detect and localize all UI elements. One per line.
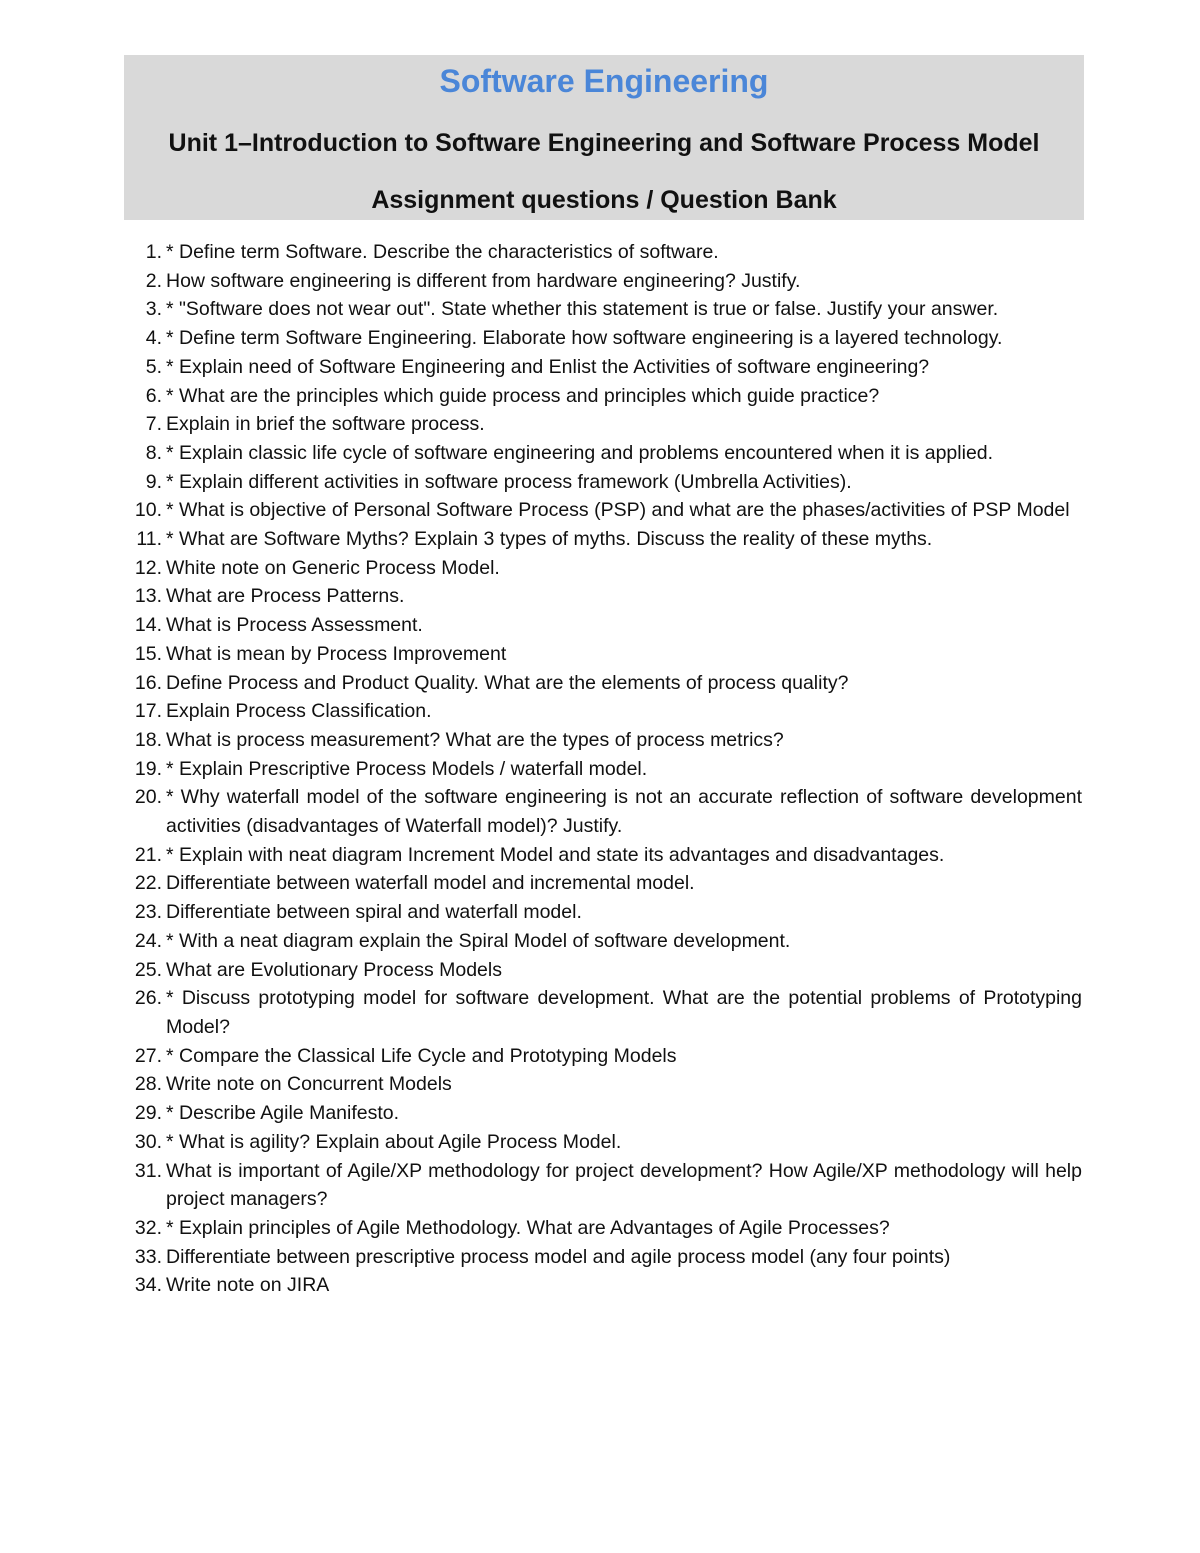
question-text: Differentiate between prescriptive process model and agile process model (any four points) [166,1245,951,1268]
question-number: 13. [134,585,162,608]
question-text: * Explain with neat diagram Increment Model and state its advantages and disadvantages. [166,843,945,866]
question-text: Define Process and Product Quality. What are the elements of process quality? [166,671,849,694]
question-number: 19. [134,757,162,780]
question-text: * Explain need of Software Engineering and Enlist the Activities of software engineering? [166,355,930,378]
question-text: How software engineering is different from hardware engineering? Justify. [166,269,801,292]
question-item [124,1070,1082,1099]
question-item [124,927,1082,956]
question-item [124,755,1082,784]
question-text: * "Software does not wear out". State whether this statement is true or false. Justify your answer. [166,298,999,321]
question-number: 4. [145,327,162,350]
question-text: * Why waterfall model of the software engineering is not an accurate reflection of software development activities (disadvantages of Waterfall model)? Justify. [166,786,1082,838]
question-number: 15. [134,642,162,665]
question-text: What is process measurement? What are the types of process metrics? [166,728,784,751]
question-text: What are Process Patterns. [166,585,405,608]
question-text: * What are Software Myths? Explain 3 types of myths. Discuss the reality of these myths. [166,528,933,551]
question-item [124,783,1082,840]
question-item [124,324,1082,353]
question-text: What is important of Agile/XP methodology for project development? How Agile/XP methodology will help project managers? [166,1159,1082,1211]
question-bank-subtitle: Assignment questions / Question Bank [371,186,837,214]
question-number: 17. [134,700,162,723]
question-number: 8. [145,441,162,464]
question-item [124,582,1082,611]
question-item [124,640,1082,669]
question-text: Write note on JIRA [166,1274,330,1297]
question-number: 6. [145,384,162,407]
question-text: * Discuss prototyping model for software development. What are the potential problems of Prototyping Model? [166,987,1082,1038]
question-item [124,1214,1082,1243]
question-item [124,697,1082,726]
question-number: 16. [134,671,162,694]
question-number: 32. [134,1216,162,1239]
question-text: Explain Process Classification. [166,700,432,723]
document-title: Software Engineering [439,63,769,99]
question-text: * What is objective of Personal Software Process (PSP) and what are the phases/activities of PSP Model [166,499,1070,522]
question-item [124,726,1082,755]
question-number: 33. [134,1245,162,1268]
question-text: * Explain different activities in software process framework (Umbrella Activities). [166,470,852,493]
question-number: 34. [134,1274,162,1297]
question-number: 1. [145,241,162,263]
question-text: * Describe Agile Manifesto. [166,1102,400,1125]
question-number: 5. [145,355,162,378]
question-item [124,496,1082,525]
question-number: 14. [134,614,162,637]
question-item [124,956,1082,985]
question-number: 22. [134,872,162,895]
question-item [124,267,1082,296]
question-item [124,869,1082,898]
question-item [124,525,1082,554]
question-number: 10. [134,499,162,522]
question-number: 2. [145,269,162,292]
question-number: 29. [134,1102,162,1125]
question-number: 18. [134,728,162,751]
question-number: 7. [145,413,162,436]
question-text: * Define term Software. Describe the characteristics of software. [166,241,719,263]
question-text: * Explain principles of Agile Methodology. What are Advantages of Agile Processes? [166,1216,890,1239]
question-item [124,410,1082,439]
question-number: 21. [134,843,162,866]
question-item [124,554,1082,583]
question-item [124,1128,1082,1157]
question-item [124,1271,1082,1300]
question-item [124,898,1082,927]
question-number: 24. [134,929,162,952]
question-text: * With a neat diagram explain the Spiral Model of software development. [166,929,791,952]
unit-title: Unit 1–Introduction to Software Engineering and Software Process Model [168,129,1040,157]
question-number: 9. [145,470,162,493]
question-number: 20. [134,786,162,809]
question-text: White note on Generic Process Model. [166,556,500,579]
question-text: Write note on Concurrent Models [166,1073,452,1096]
question-item [124,382,1082,411]
question-item [124,1243,1082,1272]
question-number: 3. [145,298,162,321]
question-number: 11. [136,528,162,551]
question-text: Differentiate between spiral and waterfall model. [166,901,582,924]
question-number: 31. [134,1159,162,1182]
question-text: * What is agility? Explain about Agile Process Model. [166,1130,622,1153]
question-item [124,1157,1082,1214]
question-text: What is mean by Process Improvement [166,642,507,665]
question-item [124,841,1082,870]
question-text: Explain in brief the software process. [166,413,485,436]
question-item [124,238,1082,267]
question-list [124,238,1082,1300]
question-number: 30. [134,1130,162,1153]
question-item [124,669,1082,698]
question-item [124,1042,1082,1071]
question-number: 28. [134,1073,162,1096]
question-number: 25. [134,958,162,981]
question-number: 27. [134,1044,162,1067]
header-box [124,55,1084,220]
question-number: 23. [134,901,162,924]
question-text: * Compare the Classical Life Cycle and Prototyping Models [166,1044,677,1067]
question-item [124,439,1082,468]
question-number: 12. [134,556,162,579]
question-text: What is Process Assessment. [166,614,423,637]
question-item [124,984,1082,1041]
question-text: * Define term Software Engineering. Elaborate how software engineering is a layered technology. [166,327,1003,350]
question-item [124,468,1082,497]
question-item [124,611,1082,640]
question-item [124,353,1082,382]
question-text: * Explain Prescriptive Process Models / waterfall model. [166,757,648,780]
question-text: * What are the principles which guide process and principles which guide practice? [166,384,880,407]
question-text: What are Evolutionary Process Models [166,958,502,981]
question-text: * Explain classic life cycle of software engineering and problems encountered when it is applied. [166,441,994,464]
question-item [124,295,1082,324]
question-text: Differentiate between waterfall model and incremental model. [166,872,695,895]
question-number: 26. [134,987,162,1010]
question-item [124,1099,1082,1128]
